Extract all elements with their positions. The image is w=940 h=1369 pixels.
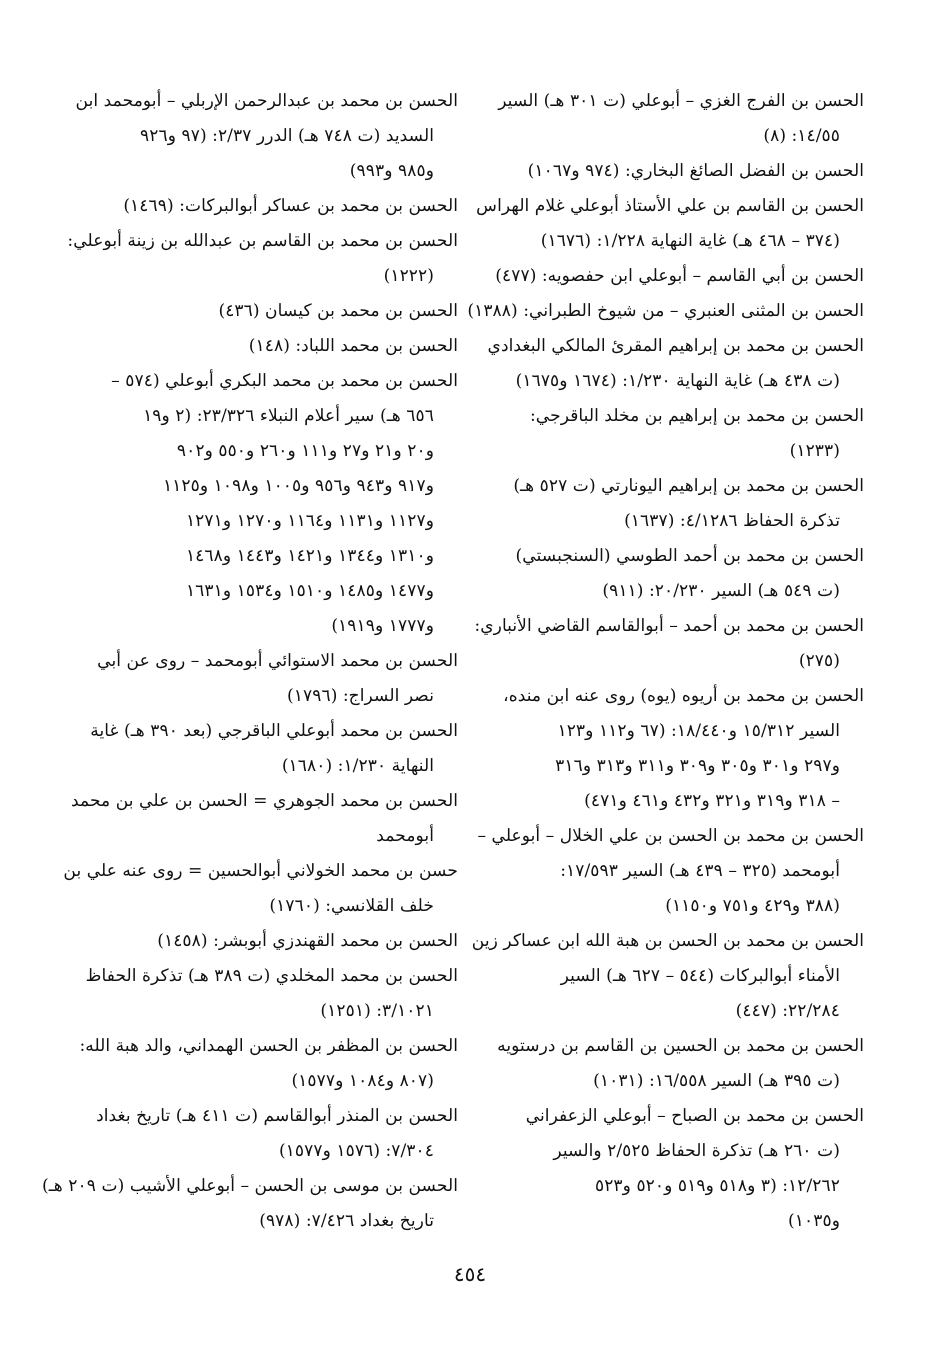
index-entry-line: أبومحمد xyxy=(376,826,434,846)
index-entry-line: الحسن بن الفرج الغزي – أبوعلي (ت ٣٠١ هـ) السير xyxy=(498,91,864,111)
index-entry xyxy=(86,364,458,644)
index-entry-line: تاريخ بغداد ٧/٤٢٦: (٩٧٨) xyxy=(259,1211,434,1231)
index-entry xyxy=(67,224,458,294)
index-entry-line: الحسن بن أبي القاسم – أبوعلي ابن حفصويه: (٤٧٧) xyxy=(495,266,864,286)
index-entry-line: (١٢٢٢) xyxy=(383,266,434,286)
index-entry-line: الحسن بن محمد بن إبراهيم اليونارتي (ت ٥٢٧ هـ) xyxy=(513,476,864,496)
index-entry xyxy=(471,924,864,1029)
index-entry xyxy=(71,784,458,854)
index-entry xyxy=(492,154,864,189)
index-entry-line: (٣٧٤ – ٤٦٨ هـ) غاية النهاية ١/٢٢٨: (١٦٧٦) xyxy=(540,231,840,251)
index-column-right xyxy=(467,84,864,1239)
index-entry-line: (٢٧٥) xyxy=(798,651,840,671)
index-entry-line: الحسن بن محمد بن عساكر أبوالبركات: (١٤٦٩) xyxy=(123,196,458,216)
index-entry-line: حسن بن محمد الخولاني أبوالحسين = روى عنه علي بن xyxy=(63,861,458,881)
index-entry-line: (٨٠٧ و١٠٨٤ و١٥٧٧) xyxy=(291,1071,434,1091)
index-entry-line: الحسن بن محمد المخلدي (ت ٣٨٩ هـ) تذكرة الحفاظ xyxy=(85,966,458,986)
index-entry xyxy=(492,399,864,469)
index-entry-line: الحسن بن محمد بن كيسان (٤٣٦) xyxy=(218,301,458,321)
index-entry-line: و١٠٣٥) xyxy=(788,1211,840,1231)
index-entry-line: الحسن بن محمد بن الصباح – أبوعلي الزعفراني xyxy=(525,1106,864,1126)
index-column-left xyxy=(42,84,458,1239)
index-entry-line: ٢٢/٢٨٤: (٤٤٧) xyxy=(735,1001,840,1021)
index-entry-line: الحسن بن المظفر بن الحسن الهمداني، والد هبة الله: xyxy=(79,1036,458,1056)
index-entry xyxy=(477,819,864,924)
page-number: ٤٥٤ xyxy=(453,1262,487,1286)
index-entry-line: الحسن بن محمد الجوهري = الحسن بن علي بن محمد xyxy=(71,791,458,811)
index-entry xyxy=(86,294,458,329)
index-entry-line: السديد (ت ٧٤٨ هـ) الدرر ٢/٣٧: (٩٧ و٩٢٦ xyxy=(140,126,434,146)
index-entry-line: ٣/١٠٢١: (١٢٥١) xyxy=(320,1001,434,1021)
index-entry-line: و١٧٧٧ و١٩١٩) xyxy=(331,616,434,636)
index-entry xyxy=(86,1099,458,1169)
index-entry xyxy=(467,294,864,329)
index-entry-line: (ت ٥٤٩ هـ) السير ٢٠/٢٣٠: (٩١١) xyxy=(602,581,840,601)
index-entry xyxy=(86,959,458,1029)
index-entry-line: الحسن بن الفضل الصائغ البخاري: (٩٧٤ و١٠٦٧) xyxy=(527,161,864,181)
index-entry xyxy=(474,609,864,679)
index-entry-line: الحسن بن محمد اللباد: (١٤٨) xyxy=(248,336,458,356)
index-entry-line: و١٣١٠ و١٣٤٤ و١٤٢١ و١٤٤٣ و١٤٦٨ xyxy=(185,546,434,566)
index-entry-line: الحسن بن محمد بن الحسن بن هبة الله ابن عساكر زين xyxy=(471,931,864,951)
index-entry-line: و٢٩٧ و٣٠١ و٣٠٥ و٣٠٩ و٣١١ و٣١٣ و٣١٦ xyxy=(555,756,840,776)
index-entry xyxy=(492,259,864,294)
index-entry-line: النهاية ١/٢٣٠: (١٦٨٠) xyxy=(281,756,434,776)
index-entry xyxy=(86,644,458,714)
index-entry-line: الحسن بن محمد بن القاسم بن عبدالله بن زينة أبوعلي: xyxy=(67,231,458,251)
index-entry xyxy=(86,714,458,784)
index-entry-line: الحسن بن محمد الاستوائي أبومحمد – روى عن أبي xyxy=(97,651,458,671)
index-entry xyxy=(476,189,864,259)
index-entry xyxy=(492,1099,864,1239)
index-entry-line: الأمناء أبوالبركات (٥٤٤ – ٦٢٧ هـ) السير xyxy=(560,966,840,986)
index-entry-line: ١٢/٢٦٢: (٣ و٥١٨ و٥١٩ و٥٢٠ و٥٢٣ xyxy=(594,1176,840,1196)
index-entry-line: و٢٠ و٢١ و٢٧ و١١١ و٢٦٠ و٥٥٠ و٩٠٢ xyxy=(176,441,434,461)
index-entry-line: أبومحمد (٣٢٥ – ٤٣٩ هـ) السير ١٧/٥٩٣: xyxy=(560,861,840,881)
index-entry-line: و١٤٧٧ و١٤٨٥ و١٥١٠ و١٥٣٤ و١٦٣١ xyxy=(185,581,434,601)
index-entry-line: الحسن بن محمد بن محمد البكري أبوعلي (٥٧٤ – xyxy=(111,371,458,391)
index-entry-line: الحسن بن محمد أبوعلي الباقرجي (بعد ٣٩٠ هـ) غاية xyxy=(90,721,458,741)
index-entry-line: (ت ٢٦٠ هـ) تذكرة الحفاظ ٢/٥٢٥ والسير xyxy=(553,1141,840,1161)
index-entry xyxy=(492,1029,864,1099)
index-entry xyxy=(492,679,864,819)
index-entry-line: الحسن بن محمد بن أحمد الطوسي (السنجبستي) xyxy=(515,546,864,566)
index-entry xyxy=(487,329,864,399)
index-entry-line: و١١٢٧ و١١٣١ و١١٦٤ و١٢٧٠ و١٢٧١ xyxy=(185,511,434,531)
index-entry-line: الحسن بن القاسم بن علي الأستاذ أبوعلي غلام الهراس xyxy=(476,196,864,216)
index-entry-line: الحسن بن موسى بن الحسن – أبوعلي الأشيب (ت ٢٠٩ هـ) xyxy=(42,1176,458,1196)
index-entry-line: نصر السراج: (١٧٩٦) xyxy=(287,686,434,706)
index-entry xyxy=(63,854,458,924)
index-entry xyxy=(492,469,864,539)
index-entry-line: (٣٨٨ و٤٢٩ و٧٥١ و١١٥٠) xyxy=(665,896,840,916)
index-entry-line: الحسن بن محمد بن عبدالرحمن الإربلي – أبومحمد ابن xyxy=(75,91,458,111)
index-entry-line: الحسن بن محمد بن الحسين بن القاسم بن درستويه xyxy=(497,1036,864,1056)
index-entry-line: الحسن بن المثنى العنبري – من شيوخ الطبراني: (١٣٨٨) xyxy=(467,301,864,321)
index-entry-line: و٩٨٥ و٩٩٣) xyxy=(349,161,434,181)
index-entry xyxy=(86,924,458,959)
index-entry xyxy=(75,84,458,189)
index-entry-line: ٧/٣٠٤: (١٥٧٦ و١٥٧٧) xyxy=(278,1141,434,1161)
index-entry-line: (ت ٣٩٥ هـ) السير ١٦/٥٥٨: (١٠٣١) xyxy=(593,1071,840,1091)
index-entry-line: و٩١٧ و٩٤٣ و٩٥٦ و١٠٠٥ و١٠٩٨ و١١٢٥ xyxy=(162,476,434,496)
index-entry-line: الحسن بن محمد بن أريوه (يوه) روى عنه ابن منده، xyxy=(503,686,864,706)
index-entry-line: الحسن بن المنذر أبوالقاسم (ت ٤١١ هـ) تاريخ بغداد xyxy=(96,1106,458,1126)
index-entry xyxy=(492,84,864,154)
index-entry-line: الحسن بن محمد بن أحمد – أبوالقاسم القاضي الأنباري: xyxy=(474,616,864,636)
index-entry-line: (١٢٣٣) xyxy=(789,441,840,461)
index-entry-line: ١٤/٥٥: (٨) xyxy=(763,126,840,146)
index-entry-line: الحسن بن محمد بن إبراهيم بن مخلد الباقرجي: xyxy=(529,406,864,426)
index-entry-line: خلف القلانسي: (١٧٦٠) xyxy=(269,896,434,916)
index-entry xyxy=(86,189,458,224)
index-entry-line: – ٣١٨ و٣١٩ و٣٢١ و٤٣٢ و٤٦١ و٤٧١) xyxy=(584,791,840,811)
index-entry-line: الحسن بن محمد القهندزي أبوبشر: (١٤٥٨) xyxy=(157,931,458,951)
index-entry xyxy=(86,329,458,364)
index-entry-line: (ت ٤٣٨ هـ) غاية النهاية ١/٢٣٠: (١٦٧٤ و١٦٧٥) xyxy=(515,371,840,391)
index-entry-line: السير ١٥/٣١٢ و١٨/٤٤٠: (٦٧ و١١٢ و١٢٣ xyxy=(557,721,840,741)
index-entry xyxy=(492,539,864,609)
index-entry xyxy=(79,1029,458,1099)
index-entry-line: ٦٥٦ هـ) سير أعلام النبلاء ٢٣/٣٢٦: (٢ و١٩ xyxy=(143,406,434,426)
index-entry-line: الحسن بن محمد بن إبراهيم المقرئ المالكي البغدادي xyxy=(487,336,864,356)
index-entry-line: الحسن بن محمد بن الحسن بن علي الخلال – أبوعلي – xyxy=(477,826,864,846)
index-entry xyxy=(42,1169,458,1239)
index-entry-line: تذكرة الحفاظ ٤/١٢٨٦: (١٦٣٧) xyxy=(624,511,840,531)
